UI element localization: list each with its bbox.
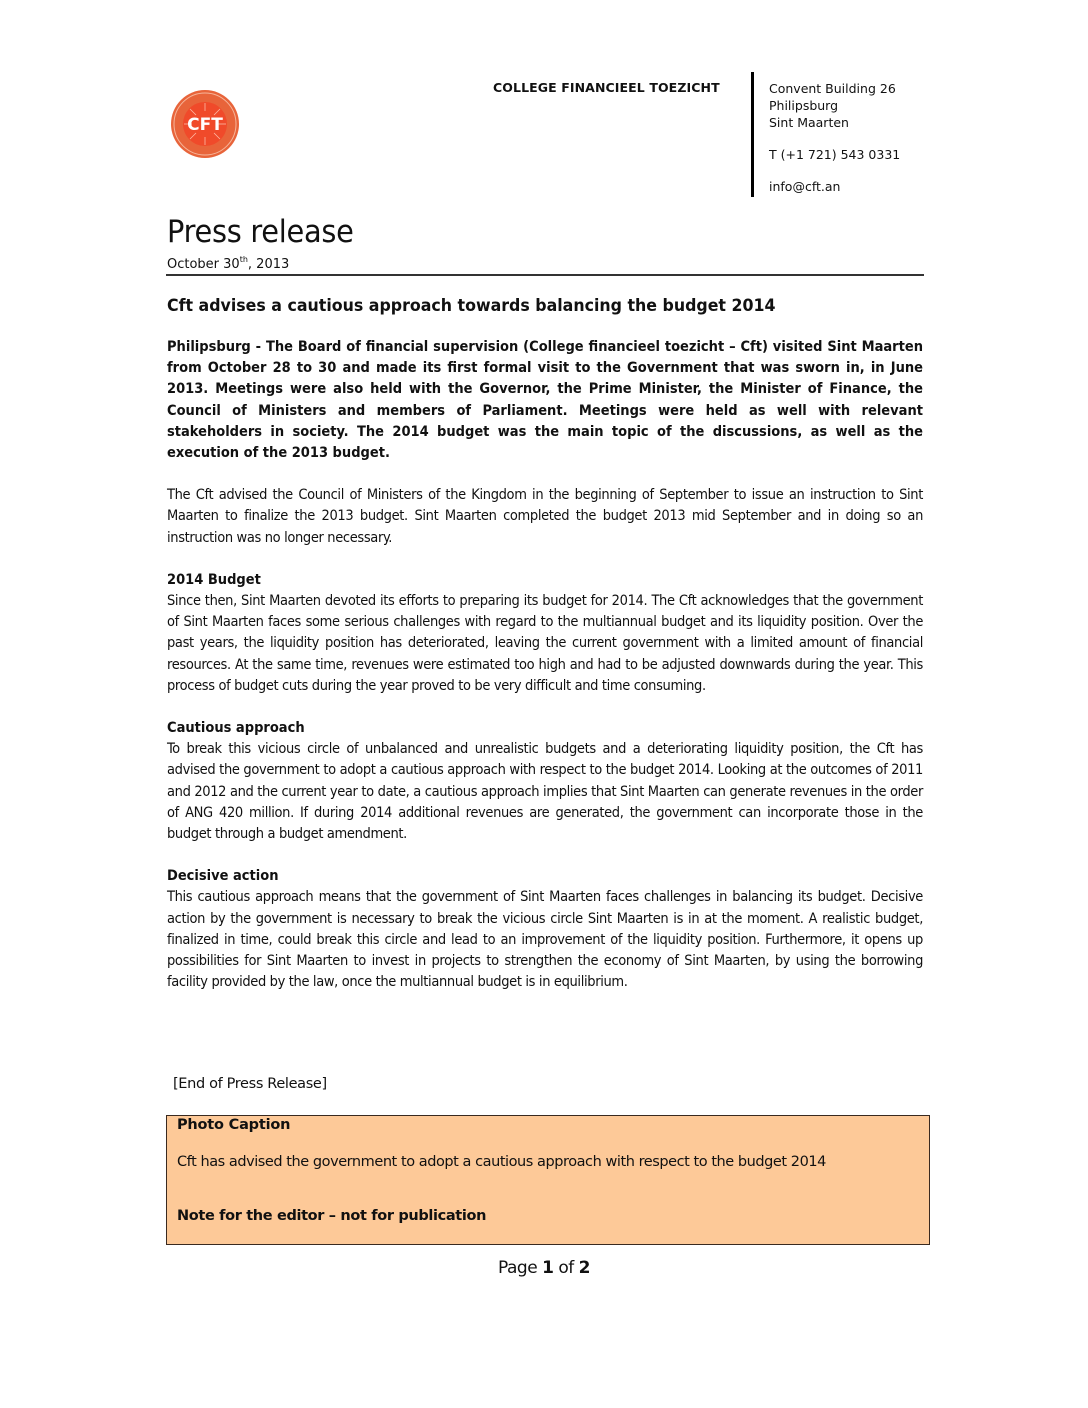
title-divider — [166, 274, 924, 276]
address-line-2: Philipsburg — [769, 98, 839, 113]
logo-text: CFT — [187, 115, 223, 135]
caption-text: Cft has advised the government to adopt a cautious approach with respect to the budget 2014 — [177, 1154, 826, 1170]
section-2014-budget — [167, 570, 923, 697]
date-day: October 30 — [167, 257, 240, 272]
cft-logo — [170, 89, 240, 159]
email-address[interactable]: info@cft.an — [769, 179, 841, 194]
header-divider — [751, 72, 754, 197]
lead-paragraph: Philipsburg - The Board of financial supervision (College financieel toezicht – Cft) visited Sint Maarten from October 28 to 30 and made its first formal visit to the Government that was sworn in, in June 2013. Meetings were also held with the Governor, the Prime Minister, the Minister of Finance, the Council of Ministers and members of Parliament. Meetings were held as well with relevant stakeholders in society. The 2014 budget was the main topic of the discussions, as well as the execution of the 2013 budget. — [167, 339, 923, 462]
article-body — [167, 337, 923, 1014]
end-of-release-note: [End of Press Release] — [173, 1076, 327, 1092]
address-line-3: Sint Maarten — [769, 115, 849, 130]
address-line-1: Convent Building 26 — [769, 81, 896, 96]
cft-seal-icon — [170, 89, 240, 159]
editor-note: Note for the editor – not for publication — [177, 1208, 487, 1224]
section-body: This cautious approach means that the government of Sint Maarten faces challenges in balancing its budget. Decisive action by the government is necessary to break the vicious circle Sint Maarten is in at the moment. A realistic budget, finalized in time, could break this circle and lead to an improvement of the liquidity position. Furthermore, it opens up possibilities for Sint Maarten to invest in projects to strengthen the economy of Sint Maarten, by using the borrowing facility provided by the law, once the multiannual budget is in equilibrium. — [167, 889, 923, 991]
section-body: Since then, Sint Maarten devoted its efforts to preparing its budget for 2014. The Cft acknowledges that the government of Sint Maarten faces some serious challenges with regard to the multiannual budget and its liquidity position. Over the past years, the liquidity position has deteriorated, leaving the current government with a limited amount of financial resources. At the same time, revenues were estimated too high and had to be adjusted downwards during the year. This process of budget cuts during the year proved to be very difficult and time consuming. — [167, 593, 923, 694]
total-pages: 2 — [578, 1258, 590, 1278]
section-heading: Cautious approach — [167, 720, 305, 737]
contact-block — [769, 80, 900, 195]
section-decisive-action — [167, 866, 923, 993]
page-label: Page — [498, 1258, 538, 1278]
release-date — [167, 255, 289, 272]
section-heading: 2014 Budget — [167, 571, 261, 588]
intro-paragraph: The Cft advised the Council of Ministers of the Kingdom in the beginning of September to issue an instruction to Sint Maarten to finalize the 2013 budget. Sint Maarten completed the budget 2013 mid September and in doing so an instruction was no longer necessary. — [167, 487, 923, 546]
page-number — [0, 1258, 1088, 1278]
date-ordinal: th — [239, 255, 248, 264]
headline: Cft advises a cautious approach towards balancing the budget 2014 — [167, 296, 776, 316]
current-page: 1 — [542, 1258, 554, 1278]
section-cautious-approach — [167, 718, 923, 845]
section-heading: Decisive action — [167, 868, 279, 885]
document-title: Press release — [167, 214, 354, 250]
photo-caption-box — [166, 1115, 930, 1245]
date-year: , 2013 — [247, 257, 290, 272]
section-body: To break this vicious circle of unbalanced and unrealistic budgets and a deteriorating liquidity position, the Cft has advised the government to adopt a cautious approach with respect to the budget 2014. Looking at the outcomes of 2011 and 2012 and the current year to date, a cautious approach implies that Sint Maarten can generate revenues in the order of ANG 420 million. If during 2014 additional revenues are generated, the government can incorporate those in the budget through a budget amendment. — [167, 741, 923, 843]
organization-name: COLLEGE FINANCIEEL TOEZICHT — [493, 80, 720, 95]
phone-number: T (+1 721) 543 0331 — [769, 147, 901, 162]
of-label: of — [558, 1258, 574, 1278]
caption-title: Photo Caption — [177, 1117, 291, 1133]
